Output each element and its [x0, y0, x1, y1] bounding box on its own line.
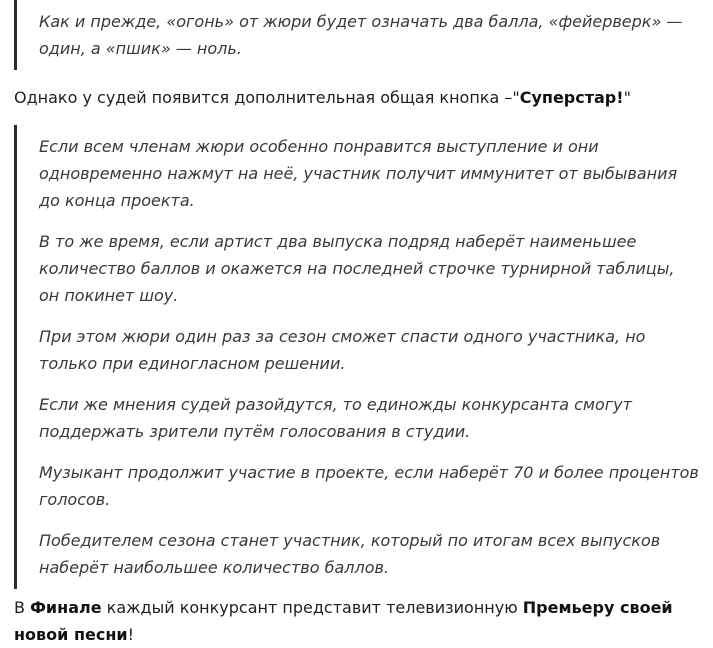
final-bold-text: Финале — [30, 598, 102, 617]
quote-paragraph: Как и прежде, «огонь» от жюри будет означать два балла, «фейерверк» — один, а «пшик» — ноль. — [39, 12, 683, 58]
paragraph-final — [14, 589, 697, 648]
quote-paragraph: В то же время, если артист два выпуска подряд наберёт наименьшее количество баллов и окажется на последней строчке турнирной таблицы, он покинет шоу. — [39, 232, 675, 305]
premiere-bold-text: Премьеру своей новой песни — [14, 598, 673, 644]
superstar-bold-text: Суперстар! — [519, 88, 624, 107]
quote-paragraph: Победителем сезона станет участник, который по итогам всех выпусков наберёт наибольшее количество баллов. — [39, 531, 661, 577]
paragraph-text-end: " — [623, 88, 631, 107]
paragraph-text-end: ! — [127, 625, 135, 644]
paragraph-text: Однако у судей появится дополнительная общая кнопка –" — [14, 88, 520, 107]
paragraph-text: каждый конкурсант представит телевизионную — [101, 598, 523, 617]
quote-paragraph: При этом жюри один раз за сезон сможет спасти одного участника, но только при единогласном решении. — [39, 327, 646, 373]
blockquote-rules — [14, 125, 713, 589]
paragraph-superstar-button — [14, 70, 697, 125]
quote-paragraph: Музыкант продолжит участие в проекте, если наберёт 70 и более процентов голосов. — [39, 463, 699, 509]
blockquote-scoring — [14, 0, 713, 70]
paragraph-text: В — [14, 598, 31, 617]
quote-paragraph: Если же мнения судей разойдутся, то единожды конкурсанта смогут поддержать зрители путём голосования в студии. — [39, 395, 632, 441]
quote-paragraph: Если всем членам жюри особенно понравится выступление и они одновременно нажмут на неё, участник получит иммунитет от выбывания до конца проекта. — [39, 137, 678, 210]
